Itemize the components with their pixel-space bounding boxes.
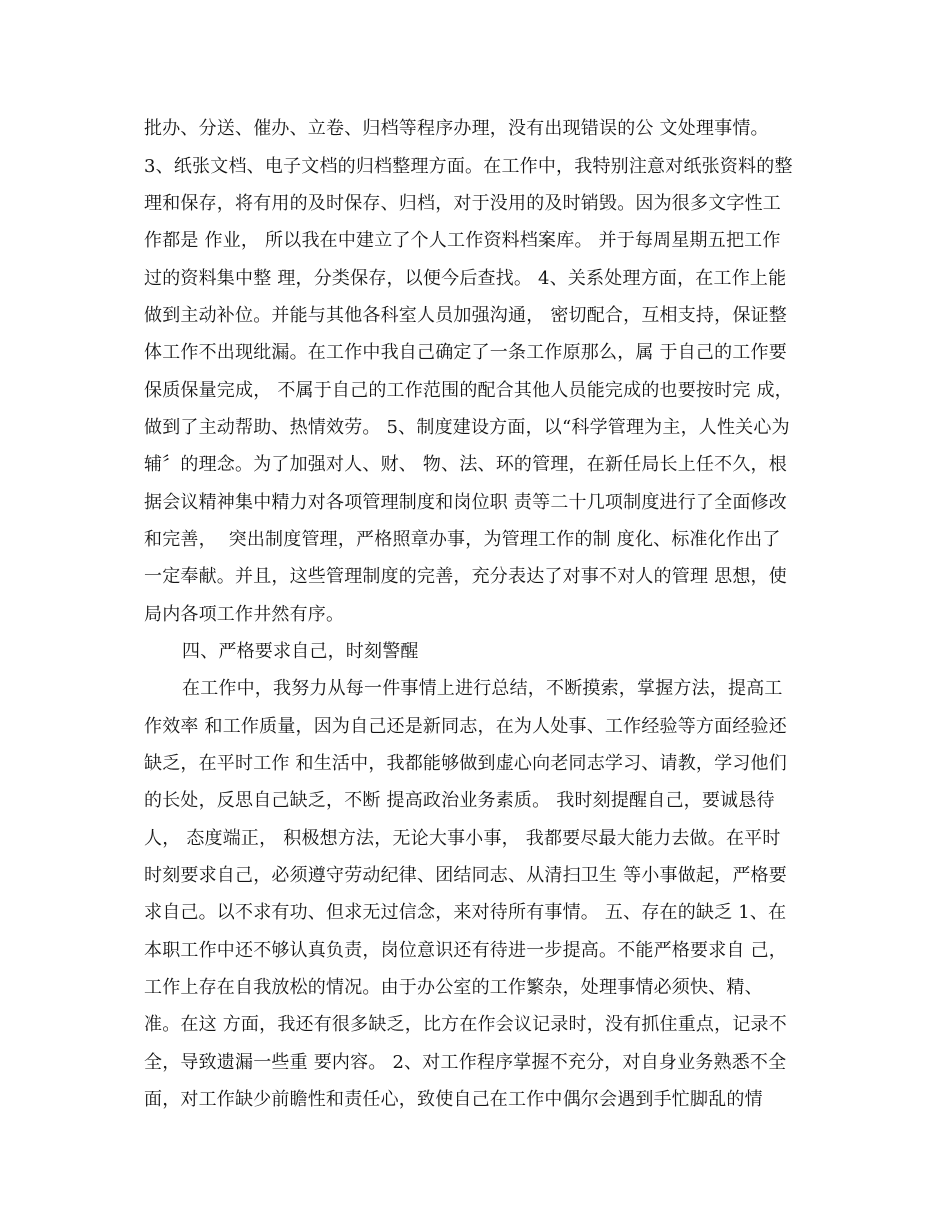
text-line: 一定奉献。并且，这些管理制度的完善，充分表达了对事不对人的管理 思想，使	[144, 566, 787, 587]
text-line: 本职工作中还不够认真负责，岗位意识还有待进一步提高。不能严格要求自 己，	[144, 940, 787, 961]
text-line: 人， 态度端正， 积极想方法，无论大事小事， 我都要尽最大能力去做。在平时	[144, 828, 781, 849]
text-line: 体工作不出现纰漏。在工作中我自己确定了一条工作原那么，属 于自己的工作要	[144, 342, 787, 363]
text-line: 时刻要求自己，必须遵守劳动纪律、团结同志、从清扫卫生 等小事做起，严格要	[144, 865, 787, 886]
text-line: 据会议精神集中精力对各项管理制度和岗位职 责等二十几项制度进行了全面修改	[144, 492, 787, 513]
text-line: 作都是 作业， 所以我在中建立了个人工作资料档案库。 并于每周星期五把工作	[144, 230, 781, 251]
text-line: 准。在这 方面，我还有很多缺乏，比方在作会议记录时，没有抓住重点，记录不	[144, 1014, 787, 1035]
text-line: 做到了主动帮助、热情效劳。 5、制度建设方面，以“科学管理为主，人性关心为	[144, 417, 790, 438]
section-heading: 四、严格要求自己，时刻警醒	[182, 641, 419, 662]
text-line: 作效率 和工作质量，因为自己还是新同志，在为人处事、工作经验等方面经验还	[144, 716, 787, 737]
text-line: 保质保量完成， 不属于自己的工作范围的配合其他人员能完成的也要按时完 成，	[144, 380, 793, 401]
text-line: 3、纸张文档、电子文档的归档整理方面。在工作中，我特别注意对纸张资料的整	[144, 156, 793, 177]
text-line: 辅〞的理念。为了加强对人、财、 物、法、环的管理，在新任局长上任不久，根	[144, 454, 787, 475]
text-line: 局内各项工作井然有序。	[144, 604, 345, 625]
text-line: 缺乏，在平时工作 和生活中，我都能够做到虚心向老同志学习、请教，学习他们	[144, 753, 787, 774]
text-line: 面，对工作缺少前瞻性和责任心，致使自己在工作中偶尔会遇到手忙脚乱的情	[144, 1089, 763, 1110]
text-line: 做到主动补位。并能与其他各科室人员加强沟通， 密切配合，互相支持，保证整	[144, 305, 787, 326]
text-line: 批办、分送、催办、立卷、归档等程序办理，没有出现错误的公 文处理事情。	[144, 118, 769, 139]
text-line: 过的资料集中整 理，分类保存，以便今后查找。 4、关系处理方面，在工作上能	[144, 268, 787, 289]
text-line: 的长处，反思自己缺乏，不断 提高政治业务素质。 我时刻提醒自己，要诚恳待	[144, 790, 775, 811]
text-line: 工作上存在自我放松的情况。由于办公室的工作繁杂，处理事情必须快、精、	[144, 977, 763, 998]
text-line: 全，导致遗漏一些重 要内容。 2、对工作程序掌握不充分，对自身业务熟悉不全	[144, 1052, 787, 1073]
text-line: 求自己。以不求有功、但求无过信念，来对待所有事情。 五、存在的缺乏 1、在	[144, 902, 787, 923]
text-line: 理和保存，将有用的及时保存、归档，对于没用的及时销毁。因为很多文字性工	[144, 193, 781, 214]
text-line: 在工作中，我努力从每一件事情上进行总结，不断摸索，掌握方法，提高工	[182, 678, 783, 699]
text-line: 和完善， 突出制度管理，严格照章办事，为管理工作的制 度化、标准化作出了	[144, 529, 781, 550]
